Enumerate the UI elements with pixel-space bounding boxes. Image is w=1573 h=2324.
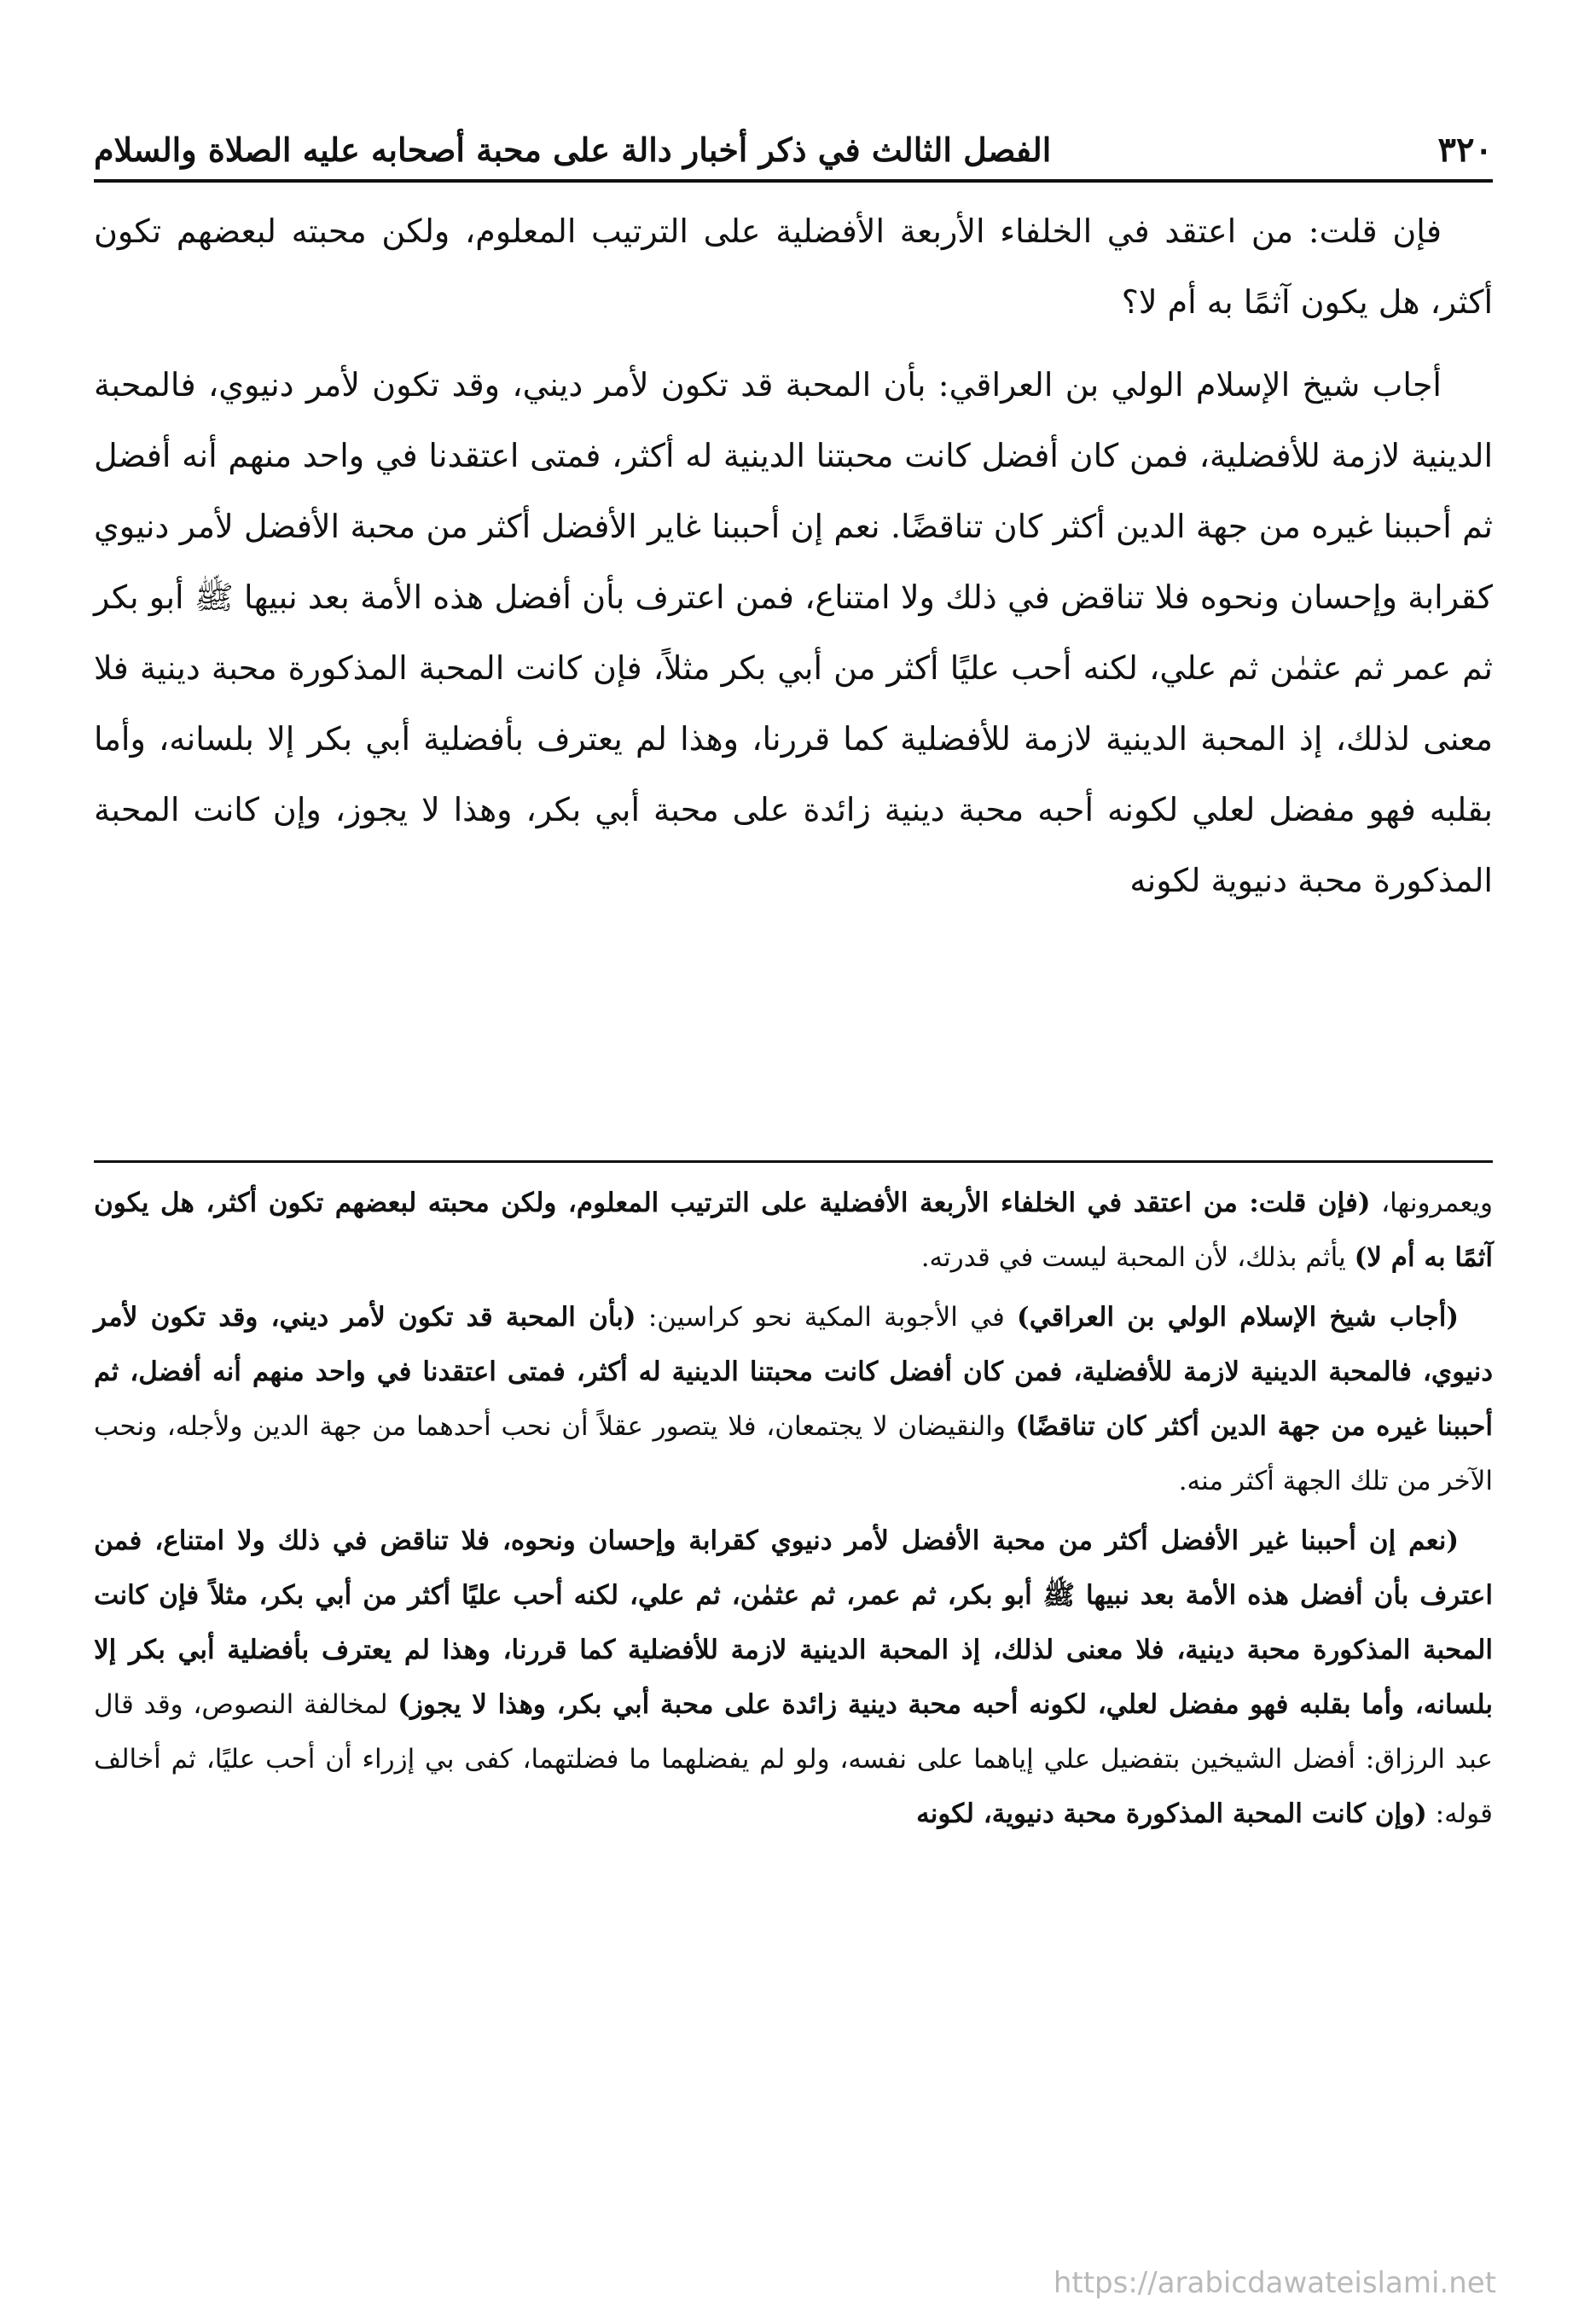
commentary-paragraph [94,1176,1493,1285]
footnote-divider [94,1160,1493,1163]
commentary-text-span: في الأجوبة المكية نحو كراسين: [636,1302,1018,1333]
commentary-paragraph [94,1290,1493,1508]
commentary-text [94,1176,1493,1846]
page-header [94,119,1493,183]
commentary-text-span: لمخالفة النصوص، وقد قال عبد الرزاق: أفضل الشيخين بتفضيل علي إياهما على نفسه، ولو لم يفضلهما ما فضلتهما، كفى بي إزراء أن أحب عليًا، ثم أخالف قوله: [94,1689,1493,1829]
main-paragraph: أجاب شيخ الإسلام الولي بن العراقي: بأن المحبة قد تكون لأمر ديني، وقد تكون لأمر دنيوي، فالمحبة الدينية لازمة للأفضلية، فمن كان أفضل كانت محبتنا الدينية له أكثر، فمتى اعتقدنا في واحد منهم أنه أفضل ثم أحببنا غيره من جهة الدين أكثر كان تناقضًا. نعم إن أحببنا غاير الأفضل أكثر من محبة الأفضل لأمر دنيوي كقرابة وإحسان ونحوه فلا تناقض في ذلك ولا امتناع، فمن اعترف بأن أفضل هذه الأمة بعد نبيها ﷺ أبو بكر ثم عمر ثم عثمٰن ثم علي، لكنه أحب عليًا أكثر من أبي بكر مثلاً، فإن كانت المحبة المذكورة محبة دينية فلا معنى لذلك، إذ المحبة الدينية لازمة للأفضلية كما قررنا، وهذا لم يعترف بأفضلية أبي بكر إلا بلسانه، وأما بقلبه فهو مفضل لعلي لكونه أحبه محبة دينية زائدة على محبة أبي بكر، وهذا لا يجوز، وإن كانت المحبة المذكورة محبة دنيوية لكونه [94,366,1493,899]
main-text [94,196,1493,928]
quoted-main-text: (أجاب شيخ الإسلام الولي بن العراقي) [1017,1302,1459,1333]
page-number: ٣٢٠ [1437,129,1493,170]
quoted-main-text: (وإن كانت المحبة المذكورة محبة دنيوية، لكونه [916,1798,1427,1829]
commentary-text-span: والنقيضان لا يجتمعان، فلا يتصور عقلاً أن نحب أحدهما من جهة الدين ولأجله، ونحب الآخر من تلك الجهة أكثر منه. [94,1411,1493,1496]
commentary-text-span: يأثم بذلك، لأن المحبة ليست في قدرته. [920,1242,1355,1273]
book-page [94,119,1493,2286]
commentary-paragraph [94,1514,1493,1841]
chapter-title: الفصل الثالث في ذكر أخبار دالة على محبة أصحابه عليه الصلاة والسلام [94,130,1052,169]
quoted-main-text: (فإن قلت: من اعتقد في الخلفاء الأربعة الأفضلية على الترتيب المعلوم، ولكن محبته لبعضهم تكون أكثر، هل يكون آثمًا به أم لا) [94,1188,1493,1273]
site-watermark: https://arabicdawateislami.net [1053,2266,1496,2300]
main-paragraph: فإن قلت: من اعتقد في الخلفاء الأربعة الأفضلية على الترتيب المعلوم، ولكن محبته لبعضهم تكون أكثر، هل يكون آثمًا به أم لا؟ [94,212,1493,321]
commentary-text-span: ويعمرونها، [1370,1188,1493,1218]
quoted-main-text: (نعم إن أحببنا غير الأفضل أكثر من محبة الأفضل لأمر دنيوي كقرابة وإحسان ونحوه، فلا تناقض في ذلك ولا امتناع، فمن اعترف بأن أفضل هذه الأمة بعد نبيها ﷺ أبو بكر، ثم عمر، ثم عثمٰن، ثم علي، لكنه أحب عليًا أكثر من أبي بكر، مثلاً فإن كانت المحبة المذكورة محبة دينية، فلا معنى لذلك، إذ المحبة الدينية لازمة للأفضلية كما قررنا، وهذا لم يعترف بأفضلية أبي بكر إلا بلسانه، وأما بقلبه فهو مفضل لعلي، لكونه أحبه محبة دينية زائدة على محبة أبي بكر، وهذا لا يجوز) [94,1525,1493,1720]
quoted-main-text: (بأن المحبة قد تكون لأمر ديني، وقد تكون لأمر دنيوي، فالمحبة الدينية لازمة للأفضلية، فمن كان أفضل كانت محبتنا الدينية له أكثر، فمتى اعتقدنا في واحد منهم أنه أفضل، ثم أحببنا غيره من جهة الدين أكثر كان تناقضًا) [94,1302,1493,1442]
